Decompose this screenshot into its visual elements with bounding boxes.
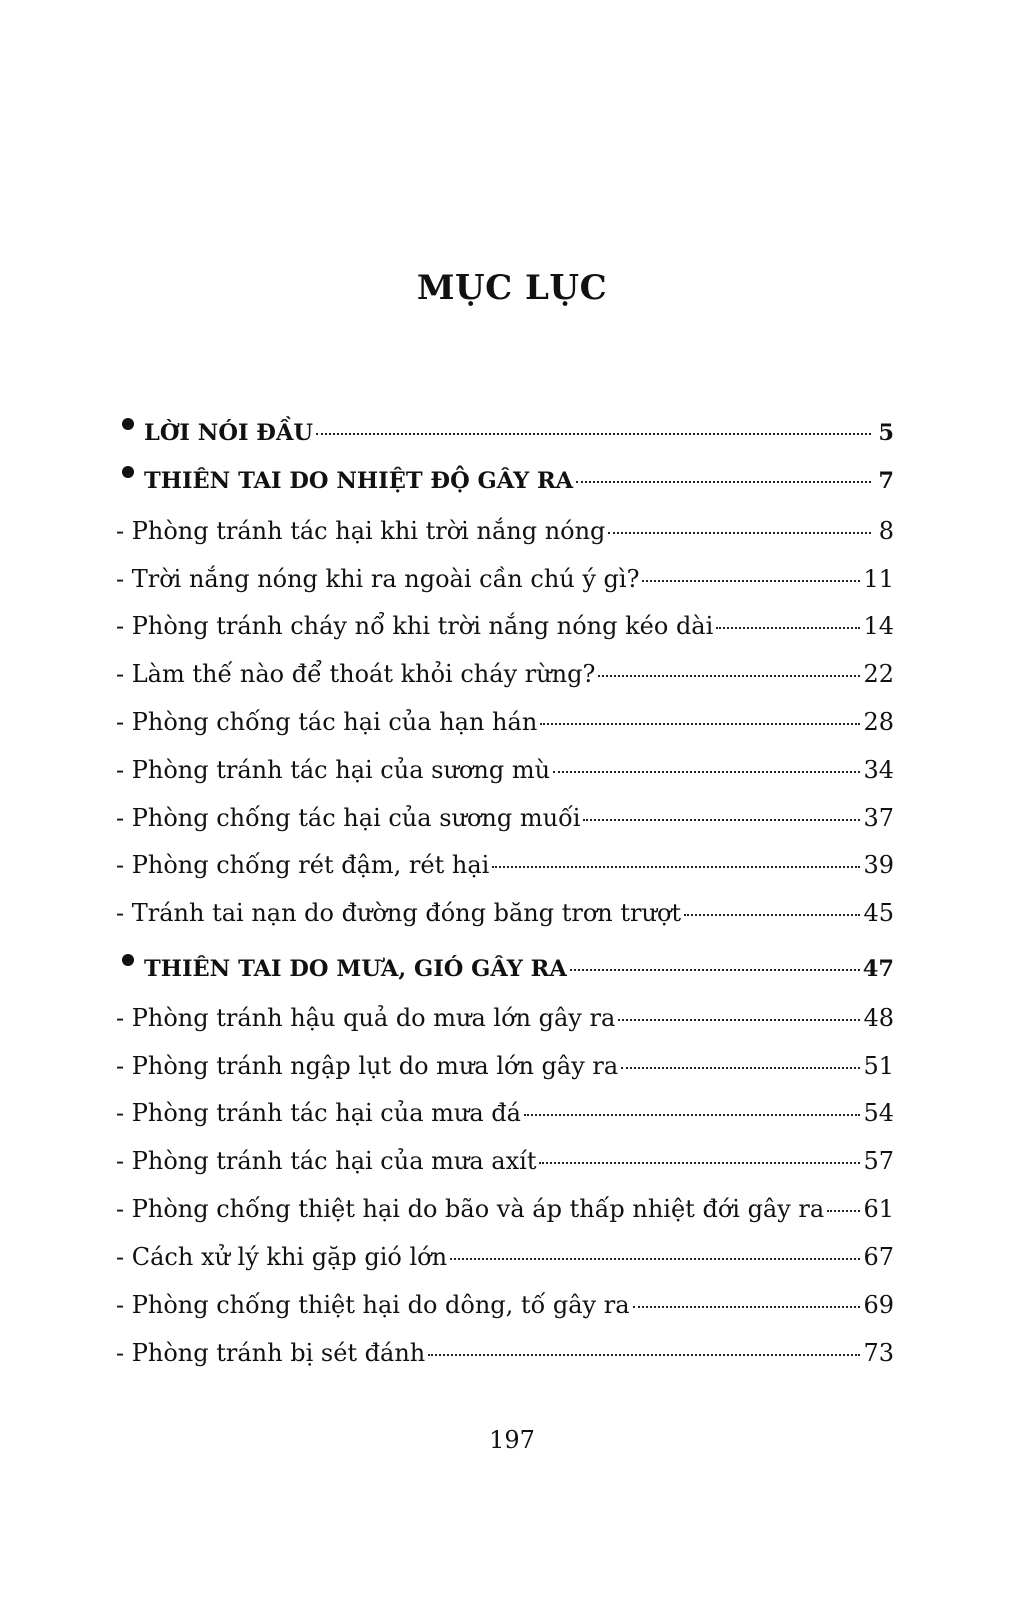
toc-entry [116,1195,894,1231]
toc-entry [116,612,894,648]
toc-entry-page: 67 [863,1243,894,1271]
toc-entry-label: - Phòng chống thiệt hại do bão và áp thấp nhiệt đới gây ra [116,1195,825,1223]
toc-entry [116,1243,894,1279]
toc-entry [116,660,894,696]
toc-entry-page: 22 [863,660,894,688]
toc-entry-label: - Làm thế nào để thoát khỏi cháy rừng? [116,660,596,688]
dot-leader [316,433,871,435]
dot-leader [576,481,871,483]
toc-entry-label: - Phòng tránh tác hại của sương mù [116,756,551,784]
toc-section-entry [116,956,894,992]
toc-entry-page: 57 [863,1147,894,1175]
dot-leader [524,1114,860,1116]
toc-entry-label: THIÊN TAI DO MƯA, GIÓ GÂY RA [144,956,567,982]
toc-entry-label: - Phòng tránh tác hại khi trời nắng nóng [116,517,606,545]
dot-leader [598,675,860,677]
bullet-icon [122,418,134,430]
page-number: 197 [489,1426,535,1454]
toc-entry-label: - Phòng chống tác hại của sương muối [116,804,581,832]
toc-entry-label: LỜI NÓI ĐẦU [144,420,314,446]
dot-leader [621,1067,860,1069]
toc-entry-label: - Phòng tránh tác hại của mưa đá [116,1099,521,1127]
toc-entry-label: - Phòng chống thiệt hại do dông, tố gây ra [116,1291,630,1319]
page-title: MỤC LỤC [416,268,608,308]
toc-entry [116,851,894,887]
toc-entry-label: - Cách xử lý khi gặp gió lớn [116,1243,448,1271]
toc-entry-page: 73 [863,1339,894,1367]
toc-entry-page: 37 [863,804,894,832]
toc-entry-page: 54 [863,1099,894,1127]
toc-entry-page: 61 [863,1195,894,1223]
dot-leader [642,580,860,582]
dot-leader [583,819,860,821]
toc-entry-page: 14 [863,612,894,640]
dot-leader [827,1210,860,1212]
toc-entry-page: 39 [863,851,894,879]
toc-entry-label: THIÊN TAI DO NHIỆT ĐỘ GÂY RA [144,468,574,494]
dot-leader [684,914,860,916]
bullet-icon [122,466,134,478]
toc-entry-page: 51 [863,1052,894,1080]
toc-entry-page: 8 [878,517,894,545]
dot-leader [492,866,860,868]
toc-entry-label: - Tránh tai nạn do đường đóng băng trơn trượt [116,899,682,927]
toc-entry [116,708,894,744]
toc-entry-page: 7 [878,468,894,494]
dot-leader [428,1354,860,1356]
bullet-icon [122,954,134,966]
toc-entry-page: 48 [863,1004,894,1032]
toc-entry-page: 11 [863,565,894,593]
toc-entry-label: - Trời nắng nóng khi ra ngoài cần chú ý gì? [116,565,640,593]
toc-entry [116,1291,894,1327]
toc-entry-page: 47 [862,956,894,982]
toc-entry [116,1004,894,1040]
toc-entry-label: - Phòng chống tác hại của hạn hán [116,708,538,736]
dot-leader [540,723,860,725]
toc-entry [116,1147,894,1183]
toc-entry-label: - Phòng tránh hậu quả do mưa lớn gây ra [116,1004,616,1032]
toc-entry [116,1339,894,1375]
dot-leader [570,969,860,971]
toc-entry-page: 5 [878,420,894,446]
dot-leader [553,771,860,773]
toc-entry [116,565,894,601]
toc-section-entry [116,468,894,504]
toc-entry [116,1052,894,1088]
toc-entry [116,804,894,840]
dot-leader [450,1258,860,1260]
toc-entry-label: - Phòng tránh tác hại của mưa axít [116,1147,537,1175]
dot-leader [618,1019,860,1021]
dot-leader [539,1162,860,1164]
toc-entry-page: 45 [863,899,894,927]
toc-entry-label: - Phòng chống rét đậm, rét hại [116,851,490,879]
toc-entry [116,899,894,935]
toc-entry-label: - Phòng tránh cháy nổ khi trời nắng nóng kéo dài [116,612,714,640]
toc-entry-page: 69 [863,1291,894,1319]
toc-entry-page: 34 [863,756,894,784]
toc-entry-label: - Phòng tránh bị sét đánh [116,1339,426,1367]
dot-leader [608,532,871,534]
toc-section-entry [116,420,894,456]
toc-entry-page: 28 [863,708,894,736]
toc-entry [116,517,894,553]
toc-entry [116,1099,894,1135]
dot-leader [716,627,860,629]
toc-entry-label: - Phòng tránh ngập lụt do mưa lớn gây ra [116,1052,619,1080]
dot-leader [633,1306,861,1308]
toc-entry [116,756,894,792]
